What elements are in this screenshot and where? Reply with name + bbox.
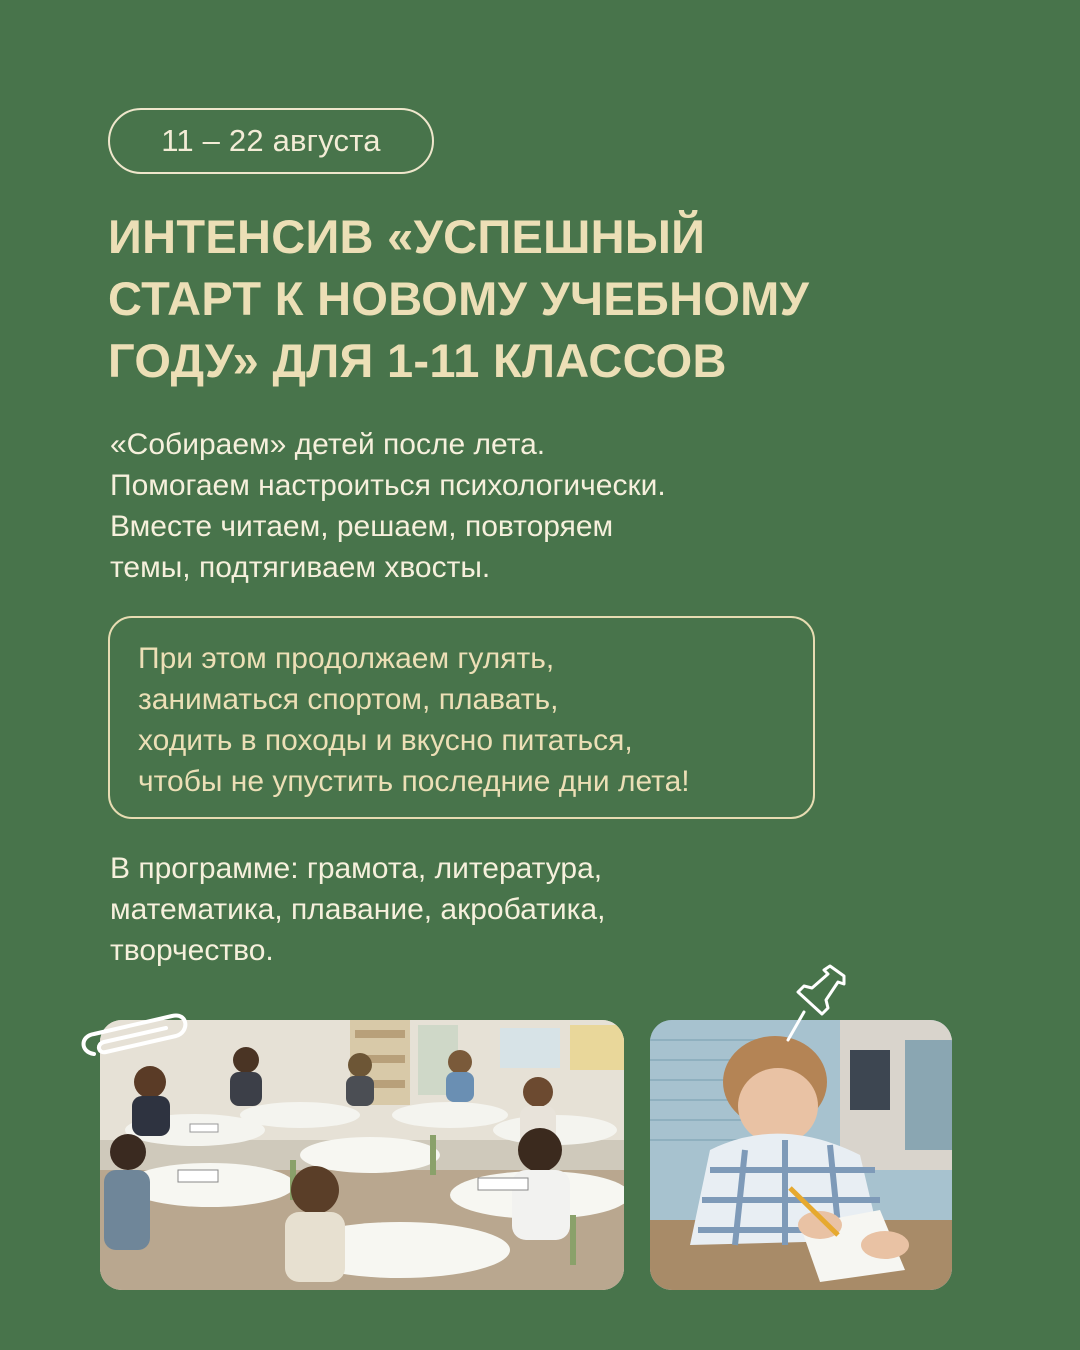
highlight-line: чтобы не упустить последние дни лета! [138,765,690,798]
date-range-text: 11 – 22 августа [161,123,381,158]
program-line: математика, плавание, акробатика, [110,893,606,926]
paperclip-icon [76,1002,192,1066]
highlight-line: ходить в походы и вкусно питаться, [138,724,633,757]
intro-line: Вместе читаем, решаем, повторяем [110,510,614,543]
title-line: ГОДУ» ДЛЯ 1-11 КЛАССОВ [108,334,727,387]
boy-writing-photo [650,1020,952,1290]
intro-line: «Собираем» детей после лета. [110,428,546,461]
program-line: творчество. [110,934,274,967]
intro-paragraph [110,424,930,588]
date-badge [108,108,434,174]
pushpin-icon [782,962,848,1042]
highlight-line: заниматься спортом, плавать, [138,683,559,716]
intro-line: темы, подтягиваем хвосты. [110,551,491,584]
page-title [108,206,968,392]
program-paragraph [110,848,930,971]
highlight-box [108,616,815,819]
title-line: СТАРТ К НОВОМУ УЧЕБНОМУ [108,272,810,325]
highlight-line: При этом продолжаем гулять, [138,642,555,675]
intro-line: Помогаем настроиться психологически. [110,469,666,502]
program-line: В программе: грамота, литература, [110,852,603,885]
title-line: ИНТЕНСИВ «УСПЕШНЫЙ [108,210,706,263]
